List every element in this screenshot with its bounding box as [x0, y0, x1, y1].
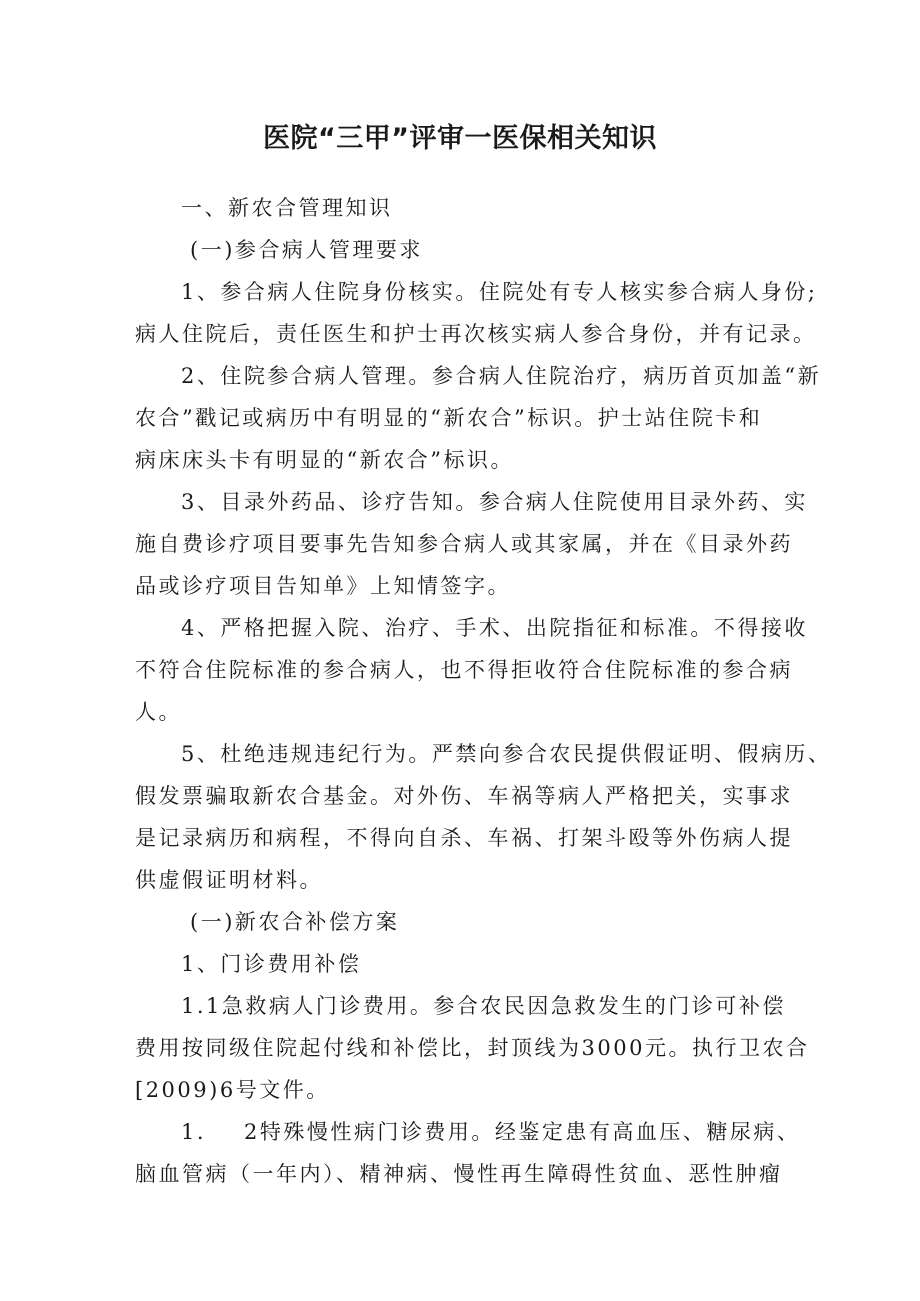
document-title: 医院“三甲”评审一医保相关知识: [263, 123, 657, 154]
subsection-heading: (一)参合病人管理要求: [190, 238, 423, 262]
paragraph-line: 脑血管病（一年内）、精神病、慢性再生障碍性贫血、恶性肿瘤: [135, 1162, 783, 1186]
paragraph-line: 2特殊慢性病门诊费用。经鉴定患有高血压、糖尿病、: [244, 1120, 801, 1144]
item-number: 1.: [181, 1120, 207, 1144]
paragraph-line: 4、严格把握入院、治疗、手术、出院指征和标准。不得接收: [181, 616, 808, 640]
paragraph-line: 人。: [135, 700, 182, 724]
paragraph-line: [2009)6号文件。: [135, 1078, 330, 1102]
paragraph-line: 品或诊疗项目告知单》上知情签字。: [135, 574, 511, 598]
section-heading: 一、新农合管理知识: [181, 196, 393, 220]
paragraph-line: 3、目录外药品、诊疗告知。参合病人住院使用目录外药、实: [181, 490, 808, 514]
paragraph-line: 2、住院参合病人管理。参合病人住院治疗，病历首页加盖“新: [181, 364, 822, 388]
subheading: 1、门诊费用补偿: [181, 952, 362, 976]
paragraph-line: 不符合住院标准的参合病人，也不得拒收符合住院标准的参合病: [135, 658, 793, 682]
subsection-heading: (一)新农合补偿方案: [190, 910, 400, 934]
paragraph-line: 费用按同级住院起付线和补偿比，封顶线为3000元。执行卫农合: [135, 1036, 810, 1060]
paragraph-line: 1、参合病人住院身份核实。住院处有专人核实参合病人身份;: [181, 280, 818, 304]
paragraph-line: 病床床头卡有明显的“新农合”标识。: [135, 448, 514, 472]
paragraph-line: 1.1急救病人门诊费用。参合农民因急救发生的门诊可补偿: [181, 994, 786, 1018]
paragraph-line: 施自费诊疗项目要事先告知参合病人或其家属，并在《目录外药: [135, 532, 793, 556]
paragraph-line: 农合”戳记或病历中有明显的“新农合”标识。护士站住院卡和: [135, 406, 763, 430]
paragraph-line: 是记录病历和病程，不得向自杀、车祸、打架斗殴等外伤病人提: [135, 826, 793, 850]
paragraph-line: 5、杜绝违规违纪行为。严禁向参合农民提供假证明、假病历、: [181, 742, 832, 766]
paragraph-line: 病人住院后，责任医生和护士再次核实病人参合身份，并有记录。: [135, 322, 817, 346]
paragraph-line: 假发票骗取新农合基金。对外伤、车祸等病人严格把关，实事求: [135, 784, 793, 808]
paragraph-line: 供虚假证明材料。: [135, 868, 323, 892]
